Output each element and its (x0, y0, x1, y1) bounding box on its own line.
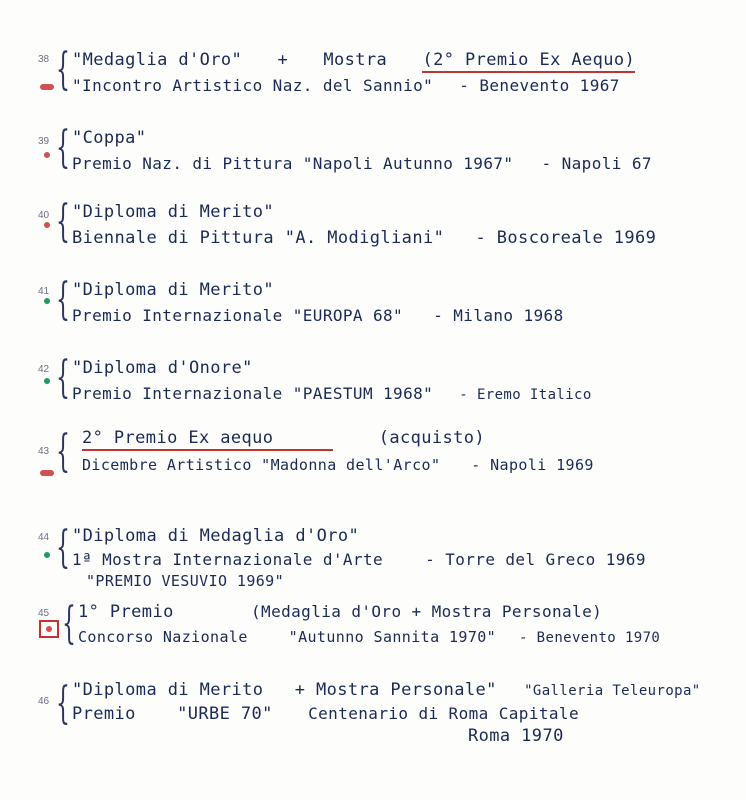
event-place-year: Roma 1970 (468, 726, 564, 746)
entry-number: 45 (38, 608, 50, 619)
gallery-name: "Galleria Teleuropa" (524, 683, 701, 699)
award-title: "Diploma di Merito (72, 680, 264, 700)
event-place-year: - Benevento 1967 (459, 76, 620, 95)
curly-brace-icon: { (56, 426, 70, 477)
entry-number: 41 (38, 286, 50, 297)
award-extra: (acquisto) (378, 428, 486, 448)
event-place-year: - Napoli 1969 (471, 456, 594, 474)
entry-line (468, 726, 564, 746)
entry-line (72, 680, 701, 700)
red-marker-icon (40, 84, 54, 90)
award-extra: Mostra (323, 50, 388, 70)
event-name: Premio Naz. di Pittura "Napoli Autunno 1967" (72, 154, 514, 173)
entry-line (72, 76, 620, 95)
entry-number: 40 (38, 210, 50, 221)
entry-number: 43 (38, 446, 50, 457)
entry-line (72, 228, 656, 248)
curly-brace-icon: { (56, 44, 70, 95)
event-name: Concorso Nazionale (78, 628, 248, 646)
curly-brace-icon: { (62, 598, 76, 649)
event-name: Premio Internazionale "EUROPA 68" (72, 306, 404, 325)
entry-number: 38 (38, 54, 50, 65)
entry-number: 46 (38, 696, 50, 707)
event-name: Premio Internazionale "PAESTUM 1968" (72, 384, 434, 403)
event-place-year: - Napoli 67 (541, 154, 652, 173)
event-place-year: - Milano 1968 (433, 306, 564, 325)
entry-line (72, 280, 274, 300)
green-marker-icon (44, 552, 50, 558)
award-title: "Diploma di Merito" (72, 280, 275, 300)
event-title: "Autunno Sannita 1970" (288, 628, 497, 646)
award-rank-underlined: (2° Premio Ex Aequo) (422, 50, 635, 73)
curly-brace-icon: { (56, 122, 70, 173)
award-title: "Coppa" (72, 128, 147, 148)
entry-line (72, 384, 592, 403)
entry-line (72, 306, 564, 325)
curly-brace-icon: { (56, 196, 70, 247)
event-subtitle: Centenario di Roma Capitale (308, 704, 579, 723)
event-place-year: - Eremo Italico (459, 387, 592, 403)
curly-brace-icon: { (56, 352, 70, 403)
event-name: 1ª Mostra Internazionale d'Arte (72, 550, 384, 569)
event-place-year: - Boscoreale 1969 (475, 228, 657, 248)
entry-line (72, 358, 253, 378)
entry-line (78, 602, 602, 622)
award-title: "Diploma di Merito" (72, 202, 275, 222)
red-marker-icon (44, 222, 50, 228)
entry-line (86, 572, 284, 590)
curly-brace-icon: { (56, 274, 70, 325)
green-marker-icon (44, 298, 50, 304)
entry-number: 44 (38, 532, 50, 543)
event-name: Premio (72, 704, 136, 724)
award-title: "Diploma d'Onore" (72, 358, 253, 378)
event-place-year: - Benevento 1970 (519, 630, 661, 646)
event-place-year: - Torre del Greco 1969 (425, 550, 646, 569)
entry-line (72, 550, 646, 569)
entry-number: 42 (38, 364, 50, 375)
award-title: 1° Premio (78, 602, 174, 622)
entry-number: 39 (38, 136, 50, 147)
award-title: "Medaglia d'Oro" (72, 50, 243, 70)
entry-line (72, 50, 635, 73)
red-marker-icon (40, 470, 54, 476)
entry-line (82, 456, 594, 474)
entry-line (72, 704, 579, 724)
event-name: Biennale di Pittura "A. Modigliani" (72, 228, 445, 248)
entry-line (78, 628, 660, 646)
event-name: Dicembre Artistico "Madonna dell'Arco" (82, 456, 441, 474)
curly-brace-icon: { (56, 522, 70, 573)
event-name: "Incontro Artistico Naz. del Sannio" (72, 76, 434, 95)
green-marker-icon (44, 378, 50, 384)
award-extra: + Mostra Personale" (294, 680, 497, 700)
award-title: "Diploma di Medaglia d'Oro" (72, 526, 360, 546)
entry-line (82, 428, 485, 451)
entry-line (72, 128, 146, 148)
award-rank-underlined: 2° Premio Ex aequo (82, 428, 333, 451)
boxed-marker-icon (39, 620, 59, 638)
entry-line (72, 202, 274, 222)
event-subtitle: "PREMIO VESUVIO 1969" (86, 572, 285, 590)
plus-sign: + (277, 50, 289, 70)
entry-line (72, 526, 359, 546)
red-marker-icon (44, 152, 50, 158)
curly-brace-icon: { (56, 678, 70, 729)
entry-line (72, 154, 652, 173)
event-title: "URBE 70" (177, 704, 273, 724)
award-extra: (Medaglia d'Oro + Mostra Personale) (251, 602, 603, 621)
